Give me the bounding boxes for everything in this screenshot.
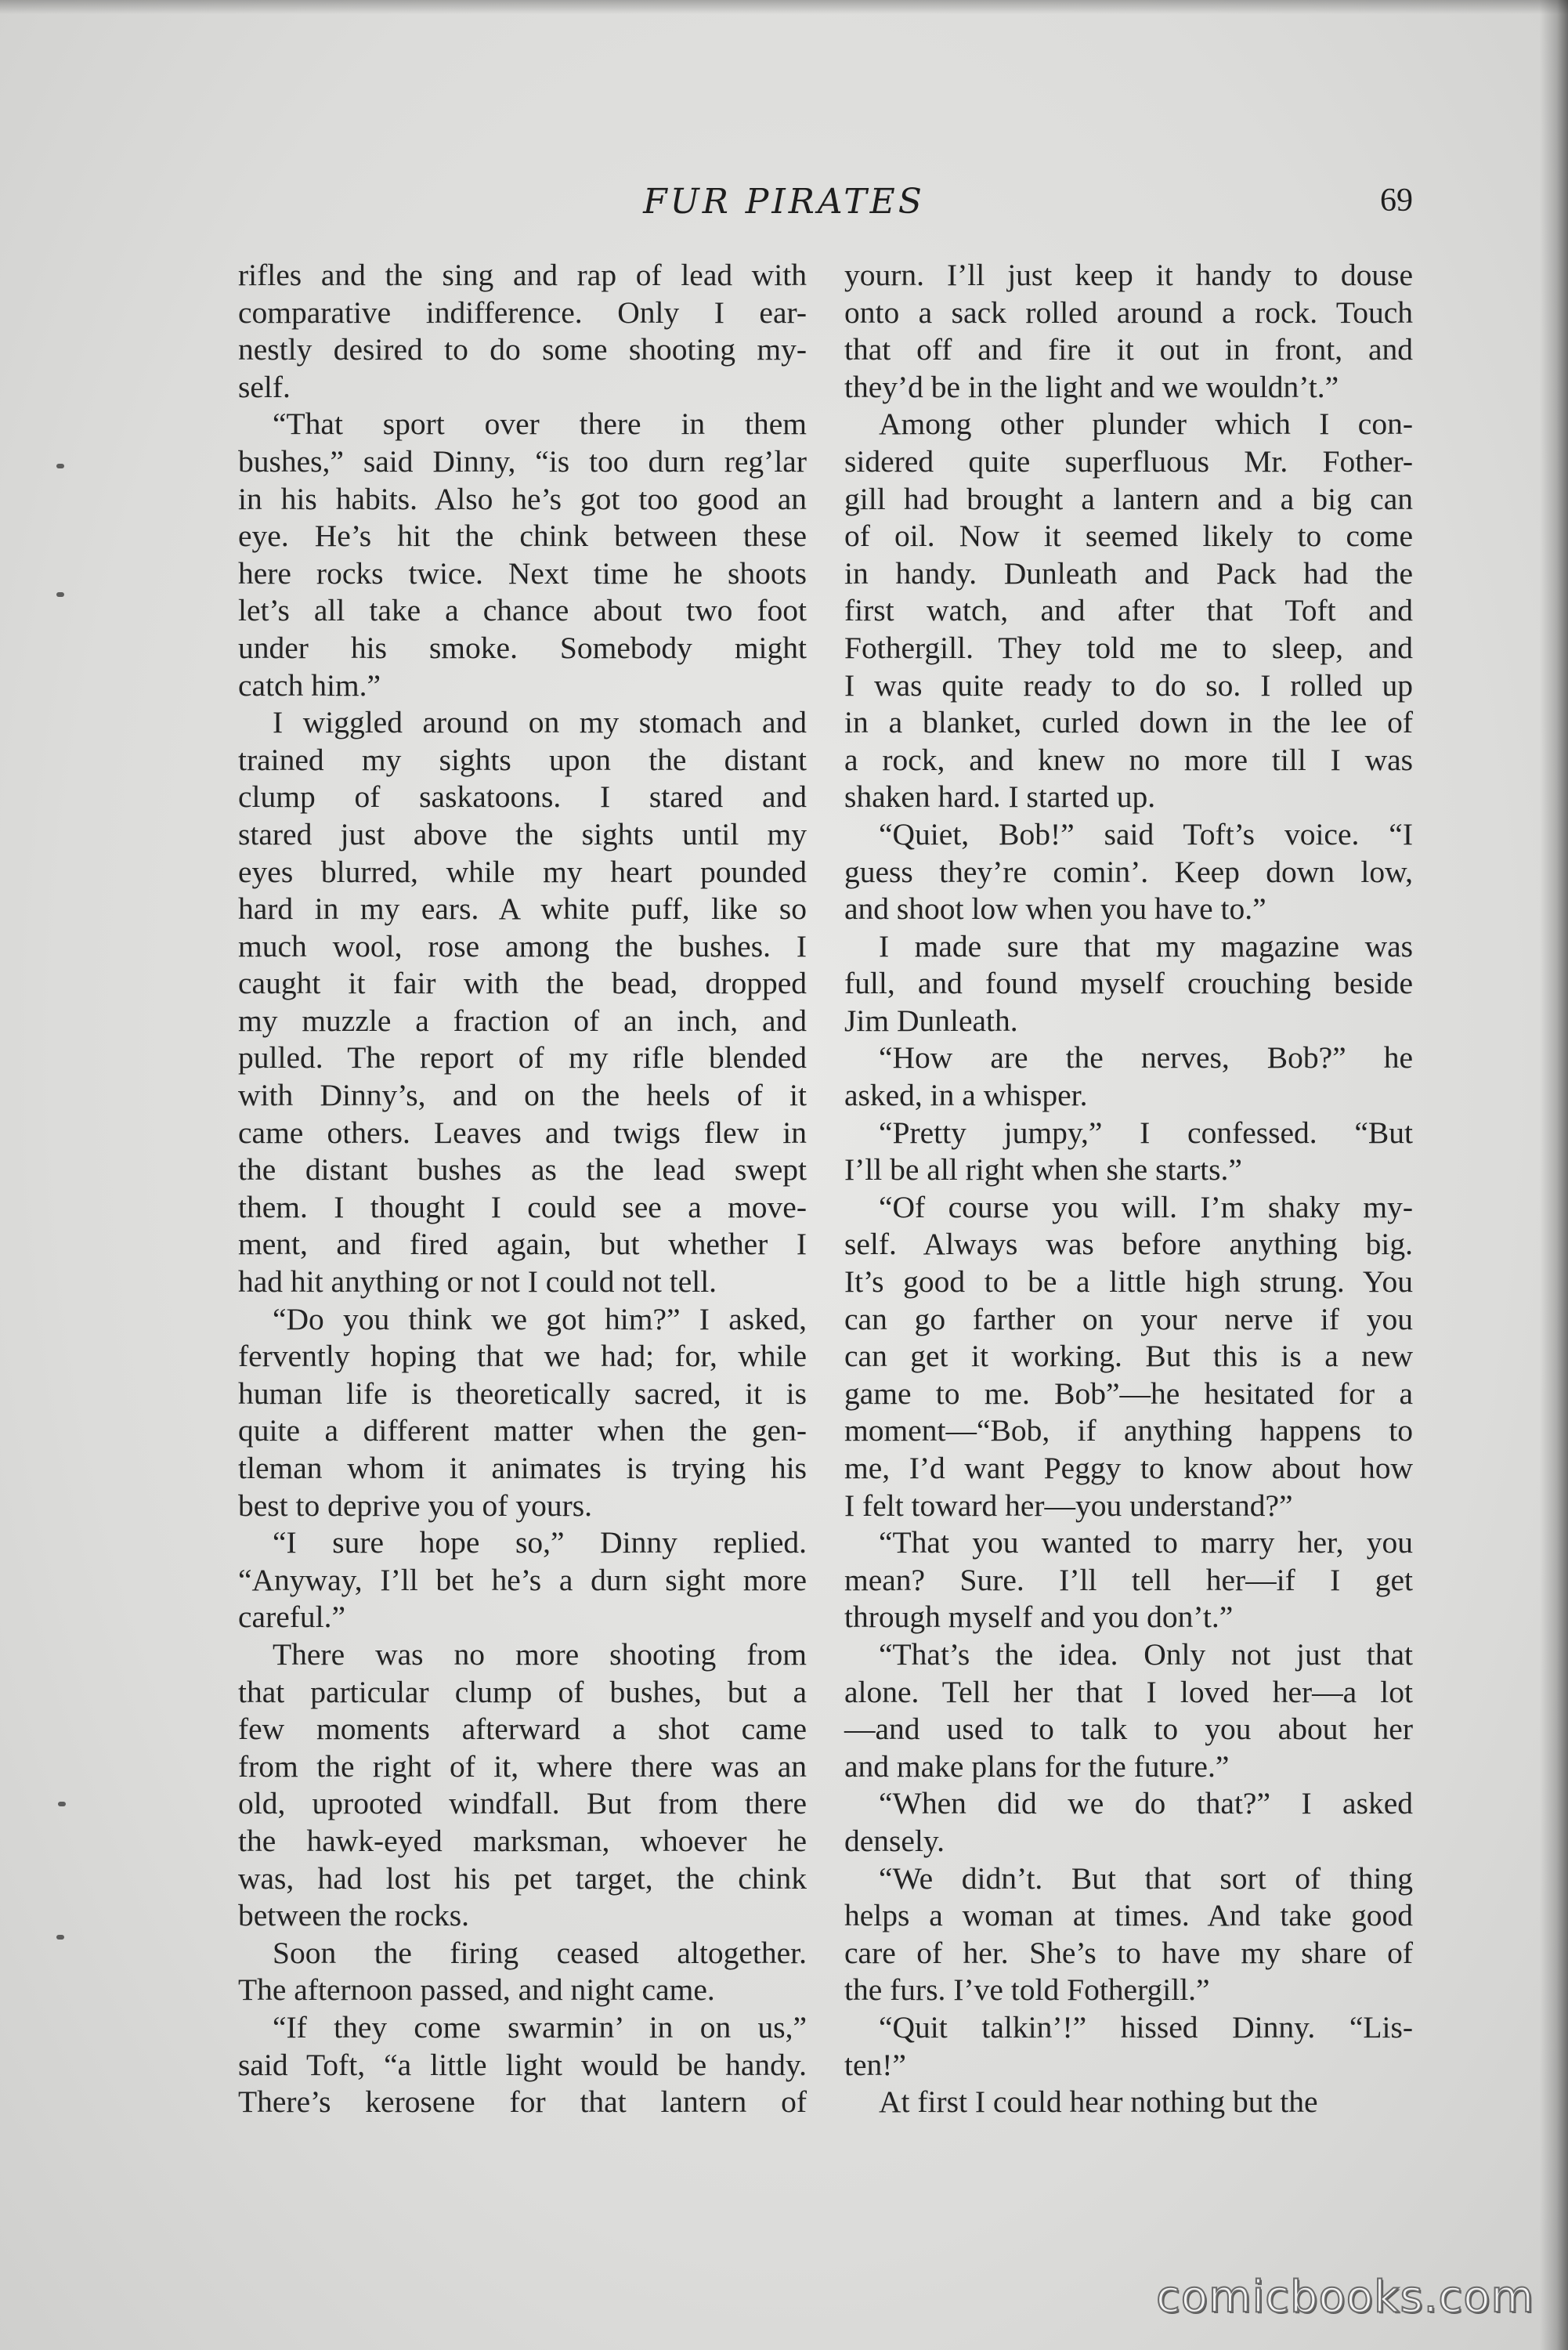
- text-line: “That’s the idea. Only not just that: [879, 1636, 1413, 1672]
- text-line: rifles and the sing and rap of lead with: [238, 258, 807, 292]
- text-line: nestly desired to do some shooting my-: [238, 332, 807, 367]
- text-line: I made sure that my magazine was: [879, 928, 1413, 964]
- text-line: eye. He’s hit the chink between these: [238, 519, 807, 554]
- text-line: self. Always was before anything big.: [844, 1227, 1413, 1262]
- text-line: “That you wanted to marry her, you: [879, 1525, 1413, 1560]
- text-line: them. I thought I could see a move-: [238, 1189, 807, 1224]
- text-line: I was quite ready to do so. I rolled up: [844, 667, 1413, 703]
- text-line: the furs. I’ve told Fothergill.”: [844, 1972, 1210, 2008]
- text-line: alone. Tell her that I loved her—a lot: [844, 1674, 1413, 1709]
- page-number: 69: [1380, 183, 1413, 219]
- text-line: I wiggled around on my stomach and: [273, 705, 807, 740]
- text-line: clump of saskatoons. I stared and: [238, 779, 807, 815]
- text-line: with Dinny’s, and on the heels of it: [238, 1078, 807, 1113]
- text-line: “Quit talkin’!” hissed Dinny. “Lis-: [879, 2009, 1413, 2044]
- text-line: Jim Dunleath.: [844, 1003, 1018, 1038]
- text-line: human life is theoretically sacred, it is: [238, 1376, 807, 1411]
- text-line: and make plans for the future.”: [844, 1748, 1230, 1784]
- text-line: comparative indifference. Only I ear-: [238, 295, 807, 330]
- text-line: I felt toward her—you understand?”: [844, 1488, 1293, 1523]
- text-line: quite a different matter when the gen-: [238, 1413, 807, 1448]
- text-line: much wool, rose among the bushes. I: [238, 928, 807, 964]
- text-line: and shoot low when you have to.”: [844, 891, 1266, 927]
- text-line: fervently hoping that we had; for, while: [238, 1339, 807, 1374]
- text-line: ten!”: [844, 2047, 906, 2082]
- text-line: “Quiet, Bob!” said Toft’s voice. “I: [879, 816, 1413, 851]
- scan-edge-shadow: [1540, 0, 1568, 2350]
- text-line: came others. Leaves and twigs flew in: [238, 1115, 807, 1150]
- text-line: densely.: [844, 1823, 945, 1858]
- text-line: “Of course you will. I’m shaky my-: [879, 1189, 1413, 1224]
- text-line: catch him.”: [238, 667, 381, 703]
- text-line: careful.”: [238, 1600, 346, 1635]
- binding-hole-mark: [56, 464, 64, 468]
- text-line: best to deprive you of yours.: [238, 1488, 592, 1523]
- text-line: from the right of it, where there was an: [238, 1748, 807, 1784]
- text-line: mean? Sure. I’ll tell her—if I get: [844, 1562, 1413, 1597]
- text-line: eyes blurred, while my heart pounded: [238, 854, 807, 889]
- text-line: asked, in a whisper.: [844, 1078, 1088, 1113]
- text-line: under his smoke. Somebody might: [238, 630, 807, 665]
- text-line: Soon the firing ceased altogether.: [273, 1935, 807, 1970]
- text-line: here rocks twice. Next time he shoots: [238, 555, 807, 591]
- text-line: can go farther on your nerve if you: [844, 1301, 1413, 1336]
- text-line: onto a sack rolled around a rock. Touch: [844, 295, 1413, 330]
- text-line: sidered quite superfluous Mr. Fother-: [844, 443, 1413, 479]
- text-line: There’s kerosene for that lantern of: [238, 2084, 807, 2120]
- watermark-logo: comicbooks.com: [1156, 2272, 1535, 2323]
- text-line: gill had brought a lantern and a big can: [844, 481, 1413, 516]
- text-line: “That sport over there in them: [273, 407, 807, 442]
- text-line: “Pretty jumpy,” I confessed. “But: [879, 1115, 1413, 1150]
- text-line: a rock, and knew no more till I was: [844, 742, 1413, 777]
- text-line: Among other plunder which I con-: [879, 407, 1413, 442]
- text-line: Fothergill. They told me to sleep, and: [844, 630, 1413, 665]
- text-line: between the rocks.: [238, 1898, 470, 1933]
- text-line: shaken hard. I started up.: [844, 779, 1156, 815]
- text-line: At first I could hear nothing but the: [879, 2084, 1318, 2120]
- binding-hole-mark: [56, 1935, 64, 1940]
- text-line: few moments afterward a shot came: [238, 1712, 807, 1747]
- text-line: care of her. She’s to have my share of: [844, 1935, 1413, 1970]
- text-line: The afternoon passed, and night came.: [238, 1972, 715, 2008]
- text-line: the hawk-eyed marksman, whoever he: [238, 1823, 807, 1858]
- text-line: game to me. Bob”—he hesitated for a: [844, 1376, 1413, 1411]
- text-line: moment—“Bob, if anything happens to: [844, 1413, 1413, 1448]
- text-line: that particular clump of bushes, but a: [238, 1674, 807, 1709]
- text-line: “How are the nerves, Bob?” he: [879, 1040, 1413, 1076]
- text-line: It’s good to be a little high strung. You: [844, 1264, 1413, 1300]
- text-line: had hit anything or not I could not tell.: [238, 1264, 717, 1300]
- text-line: said Toft, “a little light would be handy.: [238, 2047, 807, 2082]
- text-line: hard in my ears. A white puff, like so: [238, 891, 807, 927]
- text-line: stared just above the sights until my: [238, 816, 807, 851]
- text-line: I’ll be all right when she starts.”: [844, 1152, 1242, 1188]
- text-line: —and used to talk to you about her: [844, 1712, 1413, 1747]
- text-line: “Do you think we got him?” I asked,: [273, 1301, 807, 1336]
- text-line: “We didn’t. But that sort of thing: [879, 1860, 1413, 1896]
- text-line: they’d be in the light and we wouldn’t.”: [844, 369, 1339, 404]
- text-line: caught it fair with the bead, dropped: [238, 966, 807, 1001]
- text-line: in his habits. Also he’s got too good an: [238, 481, 807, 516]
- scan-edge-top: [0, 0, 1568, 14]
- text-line: There was no more shooting from: [273, 1636, 807, 1672]
- running-title: FUR PIRATES: [643, 182, 925, 222]
- text-line: that off and fire it out in front, and: [844, 332, 1413, 367]
- text-line: of oil. Now it seemed likely to come: [844, 519, 1413, 554]
- text-line: first watch, and after that Toft and: [844, 593, 1413, 628]
- text-line: the distant bushes as the lead swept: [238, 1152, 807, 1188]
- binding-hole-mark: [58, 1802, 66, 1806]
- text-line: in a blanket, curled down in the lee of: [844, 705, 1413, 740]
- text-line: guess they’re comin’. Keep down low,: [844, 854, 1413, 889]
- text-column-right: [844, 257, 1413, 2121]
- text-line: “Anyway, I’ll bet he’s a durn sight more: [238, 1562, 807, 1597]
- text-line: “If they come swarmin’ in on us,”: [273, 2009, 807, 2044]
- text-line: “When did we do that?” I asked: [879, 1786, 1413, 1821]
- text-line: pulled. The report of my rifle blended: [238, 1040, 807, 1076]
- text-line: helps a woman at times. And take good: [844, 1898, 1413, 1933]
- text-line: bushes,” said Dinny, “is too durn reg’lar: [238, 443, 807, 479]
- text-line: “I sure hope so,” Dinny replied.: [273, 1525, 807, 1560]
- text-line: yourn. I’ll just keep it handy to douse: [844, 258, 1413, 292]
- text-line: can get it working. But this is a new: [844, 1339, 1413, 1374]
- text-line: in handy. Dunleath and Pack had the: [844, 555, 1413, 591]
- text-line: was, had lost his pet target, the chink: [238, 1860, 807, 1896]
- text-line: let’s all take a chance about two foot: [238, 593, 807, 628]
- text-line: full, and found myself crouching beside: [844, 966, 1413, 1001]
- text-line: self.: [238, 369, 291, 404]
- text-column-left: [238, 257, 807, 2121]
- binding-hole-mark: [56, 592, 64, 597]
- text-line: trained my sights upon the distant: [238, 742, 807, 777]
- page-header: [0, 182, 1568, 229]
- text-line: through myself and you don’t.”: [844, 1600, 1234, 1635]
- text-line: ment, and fired again, but whether I: [238, 1227, 807, 1262]
- text-line: me, I’d want Peggy to know about how: [844, 1451, 1413, 1485]
- text-line: old, uprooted windfall. But from there: [238, 1786, 807, 1821]
- text-line: tleman whom it animates is trying his: [238, 1451, 807, 1485]
- text-line: my muzzle a fraction of an inch, and: [238, 1003, 807, 1038]
